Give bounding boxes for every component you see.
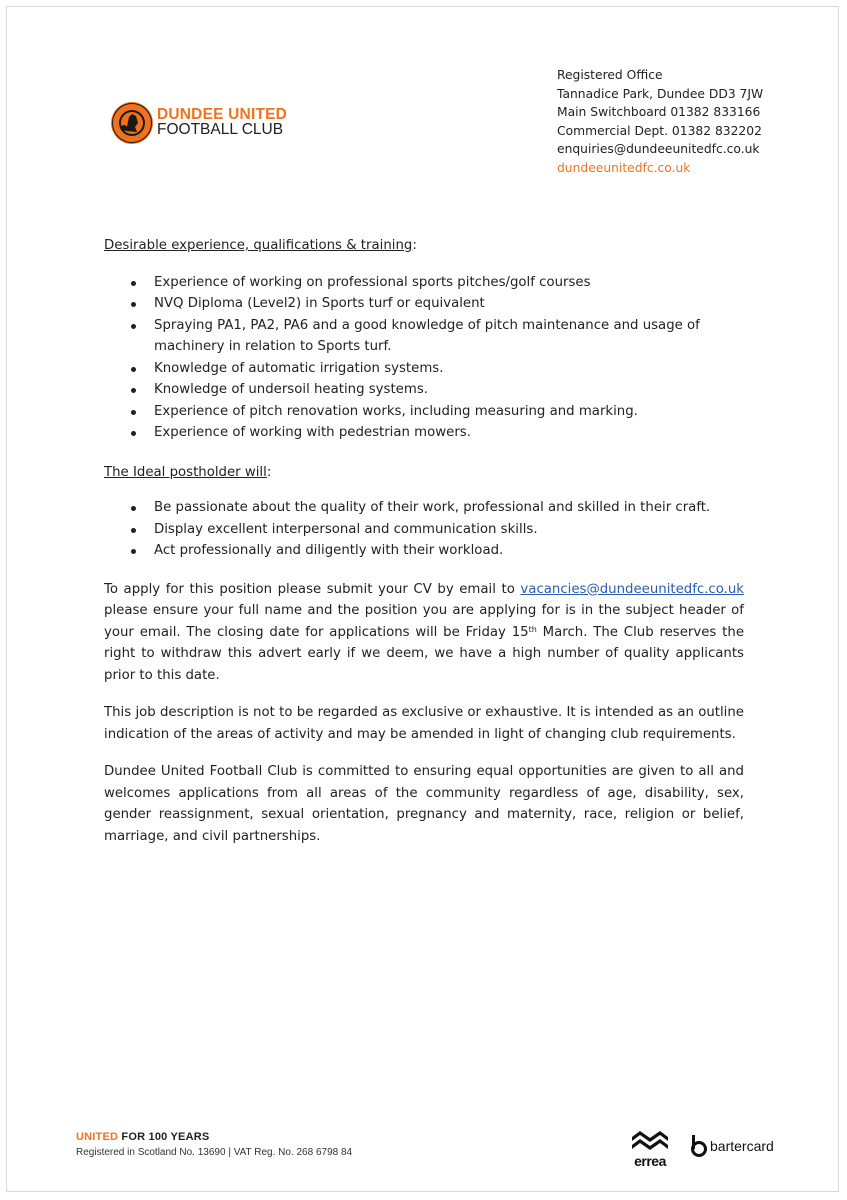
logo-line-1: DUNDEE UNITED xyxy=(157,106,288,123)
errea-wordmark: errea xyxy=(634,1153,666,1169)
registered-office-block xyxy=(557,66,763,177)
office-email: enquiries@dundeeunitedfc.co.uk xyxy=(557,142,760,156)
bartercard-icon xyxy=(690,1134,708,1158)
list-item: Act professionally and diligently with their workload. xyxy=(104,540,744,562)
list-item: Experience of pitch renovation works, including measuring and marking. xyxy=(104,401,744,423)
ideal-list xyxy=(104,497,744,562)
footer-tagline: UNITED FOR 100 YEARS xyxy=(76,1131,210,1143)
job-description-paragraph: This job description is not to be regarded as exclusive or exhaustive. It is intended as an outline indication of the areas of activity and may be amended in light of changing club requirements. xyxy=(104,705,744,742)
errea-logo xyxy=(628,1127,672,1169)
vacancies-email-link[interactable]: vacancies@dundeeunitedfc.co.uk xyxy=(520,581,745,597)
errea-icon xyxy=(628,1127,672,1153)
document-body xyxy=(104,235,744,847)
office-address: Tannadice Park, Dundee DD3 7JW xyxy=(557,86,764,101)
list-item: NVQ Diploma (Level2) in Sports turf or equivalent xyxy=(104,293,744,315)
equal-opportunities-paragraph: Dundee United Football Club is committed to ensuring equal opportunities are given to all and welcomes applications from all areas of the community regardless of age, disability, sex, gender reassignment, sexual orientation, pregnancy and maternity, race, religion or belief, marriage, and civil partnerships. xyxy=(104,764,744,844)
list-item: Display excellent interpersonal and communication skills. xyxy=(104,519,744,541)
desirable-list xyxy=(104,272,744,444)
office-website: dundeeunitedfc.co.uk xyxy=(557,160,691,175)
office-commercial: Commercial Dept. 01382 832202 xyxy=(557,123,762,138)
office-switchboard: Main Switchboard 01382 833166 xyxy=(557,105,761,119)
desirable-heading: Desirable experience, qualifications & training: xyxy=(104,238,417,253)
list-item: Experience of working on professional sports pitches/golf courses xyxy=(104,272,744,294)
club-logo xyxy=(110,101,288,141)
list-item: Spraying PA1, PA2, PA6 and a good knowledge of pitch maintenance and usage of machinery in relation to Sports turf. xyxy=(104,315,744,358)
apply-paragraph: To apply for this position please submit your CV by email to vacancies@dundeeunitedfc.co.uk please ensure your full name and the position you are applying for is in the subject header of your email. The closing date for applications will be Friday 15th March. The Club reserves the right to withdraw this advert early if we deem, we have a high number of quality applicants prior to this date. xyxy=(104,581,745,683)
list-item: Knowledge of automatic irrigation systems. xyxy=(104,358,744,380)
list-item: Knowledge of undersoil heating systems. xyxy=(104,379,744,401)
footer-registration: Registered in Scotland No. 13690 | VAT Reg. No. 268 6798 84 xyxy=(76,1147,353,1158)
list-item: Experience of working with pedestrian mowers. xyxy=(104,422,744,444)
logo-line-2: FOOTBALL CLUB xyxy=(157,121,284,138)
bartercard-wordmark: bartercard xyxy=(710,1138,774,1154)
club-crest-icon xyxy=(110,101,154,145)
office-title: Registered Office xyxy=(557,68,663,82)
list-item: Be passionate about the quality of their work, professional and skilled in their craft. xyxy=(104,497,744,519)
ideal-heading: The Ideal postholder will: xyxy=(104,464,272,480)
